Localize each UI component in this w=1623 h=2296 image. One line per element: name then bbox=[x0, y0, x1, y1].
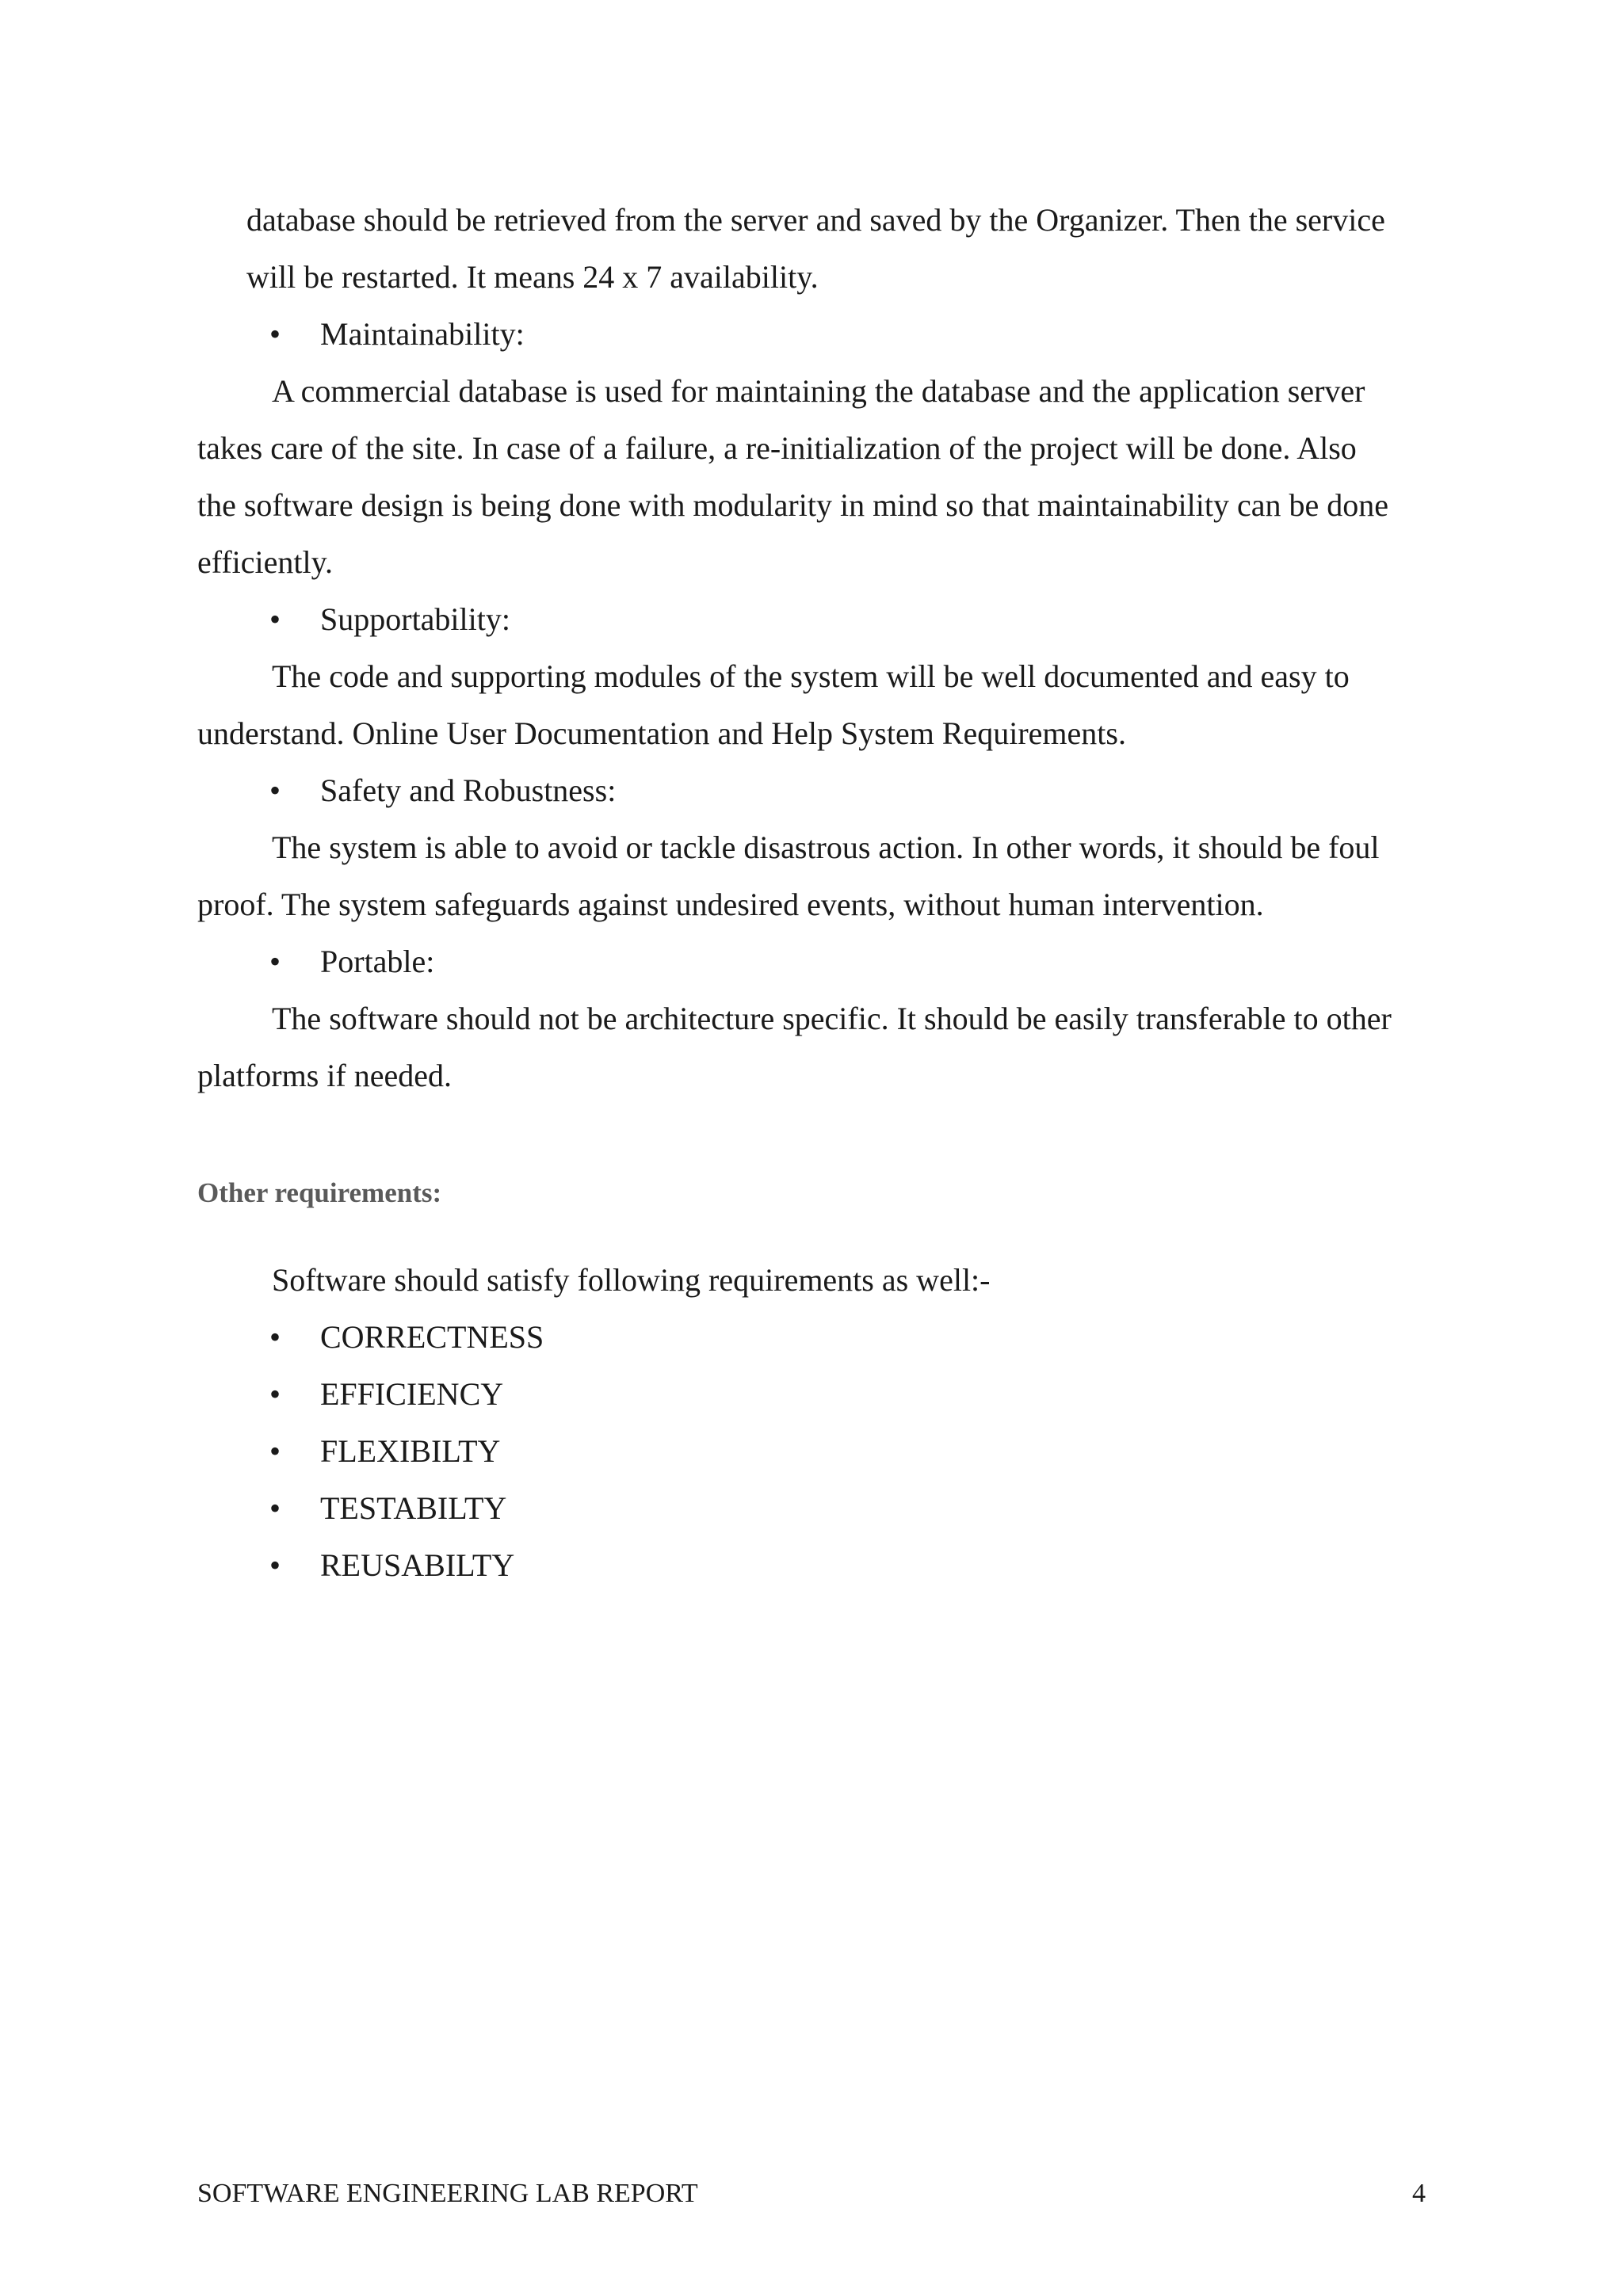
body-line: the software design is being done with modularity in mind so that maintainability can be done bbox=[197, 487, 1389, 523]
bullet-icon: • bbox=[269, 1433, 281, 1469]
body-line: will be restarted. It means 24 x 7 availability. bbox=[246, 259, 819, 295]
body-line: platforms if needed. bbox=[197, 1058, 452, 1093]
bullet-icon: • bbox=[269, 772, 281, 808]
page-number: 4 bbox=[1412, 2179, 1426, 2208]
requirement-label: EFFICIENCY bbox=[320, 1376, 504, 1412]
body-line: The system is able to avoid or tackle disastrous action. In other words, it should be foul bbox=[272, 830, 1380, 865]
requirement-label: REUSABILTY bbox=[320, 1547, 515, 1583]
footer-title: SOFTWARE ENGINEERING LAB REPORT bbox=[197, 2179, 698, 2208]
bullet-label: Supportability: bbox=[320, 601, 510, 637]
body-line: The software should not be architecture specific. It should be easily transferable to other bbox=[272, 1001, 1392, 1036]
bullet-label: Portable: bbox=[320, 944, 435, 979]
bullet-label: Maintainability: bbox=[320, 316, 525, 352]
body-line: efficiently. bbox=[197, 544, 334, 580]
bullet-icon: • bbox=[269, 1376, 281, 1412]
body-line: The code and supporting modules of the system will be well documented and easy to bbox=[272, 658, 1350, 694]
body-line: takes care of the site. In case of a failure, a re-initialization of the project will be done. Also bbox=[197, 430, 1357, 466]
body-line: proof. The system safeguards against undesired events, without human intervention. bbox=[197, 887, 1264, 922]
body-line: understand. Online User Documentation and Help System Requirements. bbox=[197, 715, 1126, 751]
bullet-icon: • bbox=[269, 1490, 281, 1526]
bullet-icon: • bbox=[269, 1319, 281, 1355]
bullet-icon: • bbox=[269, 944, 281, 979]
requirement-label: TESTABILTY bbox=[320, 1490, 507, 1526]
body-line: Software should satisfy following requirements as well:- bbox=[272, 1262, 991, 1298]
bullet-icon: • bbox=[269, 316, 281, 352]
requirement-label: CORRECTNESS bbox=[320, 1319, 544, 1355]
body-line: database should be retrieved from the server and saved by the Organizer. Then the service bbox=[246, 202, 1385, 238]
bullet-label: Safety and Robustness: bbox=[320, 772, 617, 808]
section-heading: Other requirements: bbox=[197, 1177, 442, 1208]
bullet-icon: • bbox=[269, 601, 281, 637]
requirement-label: FLEXIBILTY bbox=[320, 1433, 501, 1469]
bullet-icon: • bbox=[269, 1547, 281, 1583]
body-line: A commercial database is used for maintaining the database and the application server bbox=[272, 373, 1365, 409]
